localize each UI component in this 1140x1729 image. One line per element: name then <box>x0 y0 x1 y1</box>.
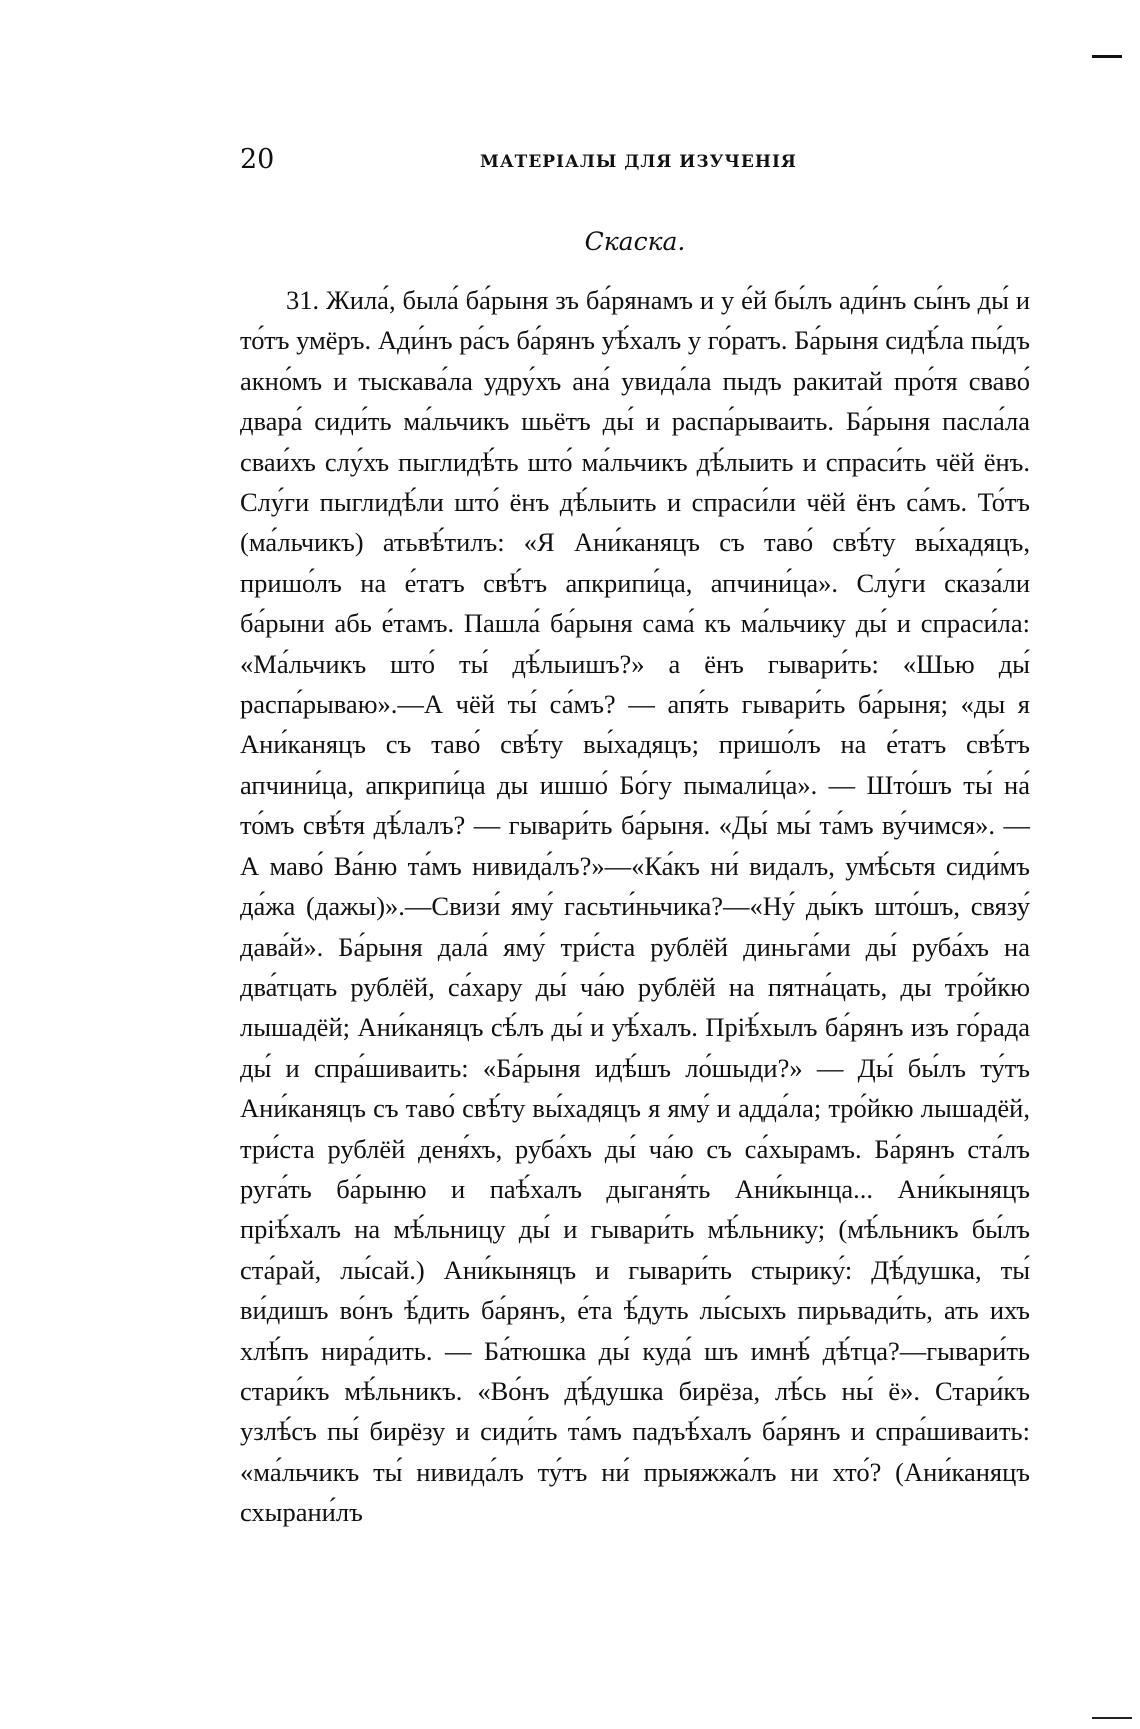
page-edge-mark <box>1092 55 1122 58</box>
story-body-text: 31. Жила́, была́ ба́рыня зъ ба́рянамъ и у е́й бы́лъ ади́нъ сы́нъ ды́ и то́тъ умёръ. Ади́нъ ра́съ ба́рянъ уѣ́халъ у го́ратъ. Ба́рыня сидѣ́ла пы́дъ акно́мъ и тыскава́ла удру́хъ ана́ увида́ла пыдъ ракитай про́тя сваво́ двара́ сиди́ть ма́льчикъ шьётъ ды́ и распа́рываить. Ба́рыня пасла́ла сваи́хъ слу́хъ пыглидѣ́ть што́ ма́льчикъ дѣ́лыить и спраси́ть чёй ёнъ. Слу́ги пыглидѣ́ли што́ ёнъ дѣ́лыить и спраси́ли чёй ёнъ са́мъ. То́тъ (ма́льчикъ) атьвѣ́тилъ: «Я Ани́каняцъ съ таво́ свѣ́ту вы́хадяцъ, пришо́лъ на е́татъ свѣ́тъ апкрипи́ца, апчини́ца». Слу́ги сказа́ли ба́рыни абь е́тамъ. Пашла́ ба́рыня сама́ къ ма́льчику ды́ и спраси́ла: «Ма́льчикъ што́ ты́ дѣ́лыишъ?» а ёнъ гывари́ть: «Шью ды́ распа́рываю».—А чёй ты́ са́мъ? — апя́ть гывари́ть ба́рыня; «ды я Ани́каняцъ съ таво́ свѣ́ту вы́хадяцъ; пришо́лъ на е́татъ свѣ́тъ апчини́ца, апкрипи́ца ды ишшо́ Бо́гу пымали́ца». — Што́шъ ты́ на́ то́мъ свѣ́тя дѣ́лалъ? — гывари́ть ба́рыня. «Ды́ мы́ та́мъ ву́чимся». — А маво́ Ва́ню та́мъ нивида́лъ?»—«Ка́къ ни́ видалъ, умѣ́сьтя сиди́мъ да́жа (дажы)».—Свизи́ яму́ гасьти́ньчика?—«Ну́ ды́къ што́шъ, связу́ дава́й». Ба́рыня дала́ яму́ три́ста рублёй диньга́ми ды́ руба́хъ на два́тцать рублёй, са́хару ды́ ча́ю рублёй на пятна́цать, ды тро́йкю лышадёй; Ани́каняцъ сѣ́лъ ды́ и уѣ́халъ. Прiѣ́хылъ ба́рянъ изъ го́рада ды́ и спра́шиваить: «Ба́рыня идѣ́шъ ло́шыди?» — Ды́ бы́лъ ту́тъ Ани́каняцъ съ таво́ свѣ́ту вы́хадяцъ я яму́ и адда́ла; тро́йкю лышадёй, три́ста рублёй деня́хъ, руба́хъ ды́ ча́ю съ са́хырамъ. Ба́рянъ ста́лъ руга́ть ба́рыню и паѣ́халъ дыганя́ть Ани́кынца... Ани́кыняцъ прiѣ́халъ на мѣ́льницу ды́ и гывари́ть мѣ́льнику; (мѣ́льникъ бы́лъ ста́рай, лы́сай.) Ани́кыняцъ и гывари́ть стырику́: Дѣ́душка, ты́ ви́дишъ во́нъ ѣ́дить ба́рянъ, е́та ѣ́дуть лы́сыхъ пирьвади́ть, ать ихъ хлѣ́пъ нира́дить. — Ба́тюшка ды́ куда́ шъ имнѣ́ дѣ́тца?—гывари́ть стари́къ мѣ́льникъ. «Во́нъ дѣ́душка бирёза, лѣ́сь ны́ ё». Стари́къ узлѣ́съ пы́ бирёзу и сиди́ть та́мъ падъѣ́халъ ба́рянъ и спра́шиваить: «ма́льчикъ ты́ нивида́лъ ту́тъ ни́ прыяжжа́лъ ни хто́? (Ани́каняцъ схырани́лъ <box>240 285 1030 1528</box>
running-title: МАТЕРIАЛЫ ДЛЯ ИЗУЧЕНIЯ <box>480 152 797 172</box>
story-title: Скаска. <box>584 227 686 256</box>
running-header <box>240 140 1030 180</box>
bottom-edge-mark <box>1092 1717 1132 1719</box>
page-number: 20 <box>240 144 275 175</box>
